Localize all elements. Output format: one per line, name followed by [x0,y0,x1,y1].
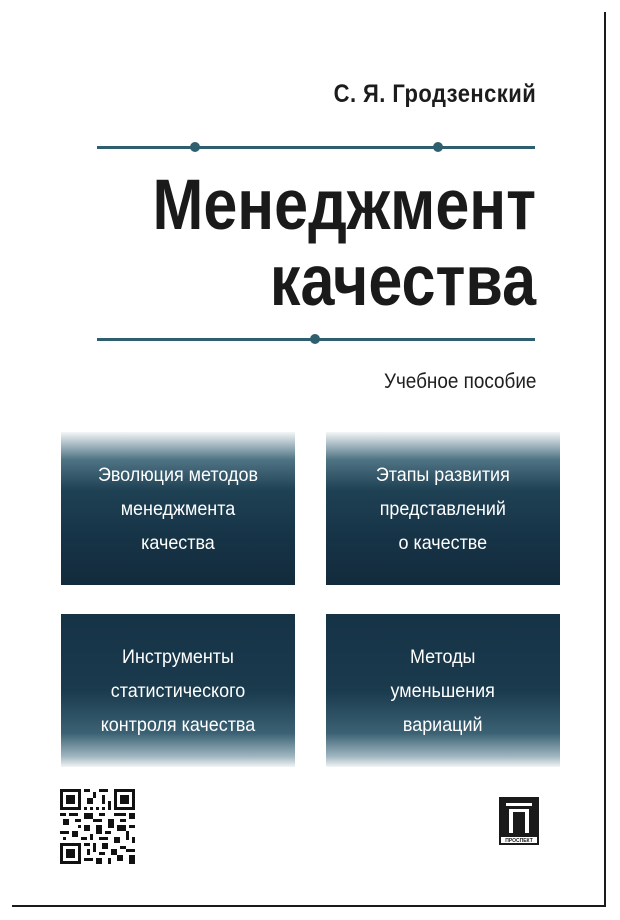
topic-box-stages [326,432,560,585]
topic-box-text: Эволюция методов менеджмента качества [97,463,259,554]
book-subtitle: Учебное пособие [383,370,536,393]
publisher-logo-text: ПРОСПЕКТ [505,838,533,844]
topic-box-text: Методы уменьшения вариаций [390,645,496,736]
divider-dot [190,142,200,152]
qr-code-icon [60,789,135,864]
divider-dot [433,142,443,152]
cover-edge-bottom [12,905,606,907]
cover-edge-right [604,12,606,907]
top-divider [97,146,535,149]
bottom-divider [97,338,535,341]
topic-box-tools [61,614,295,767]
divider-dot [310,334,320,344]
topic-box-evolution [61,432,295,585]
author-name: С. Я. Гродзенский [333,80,536,108]
topic-box-text: Этапы развития представлений о качестве [376,463,510,554]
title-line-1: Менеджмент [152,166,536,245]
topic-box-text: Инструменты статистического контроля качества [100,645,256,736]
publisher-logo-icon [499,797,539,845]
topic-box-methods [326,614,560,767]
book-title [152,168,536,320]
title-line-2: качества [269,242,536,321]
